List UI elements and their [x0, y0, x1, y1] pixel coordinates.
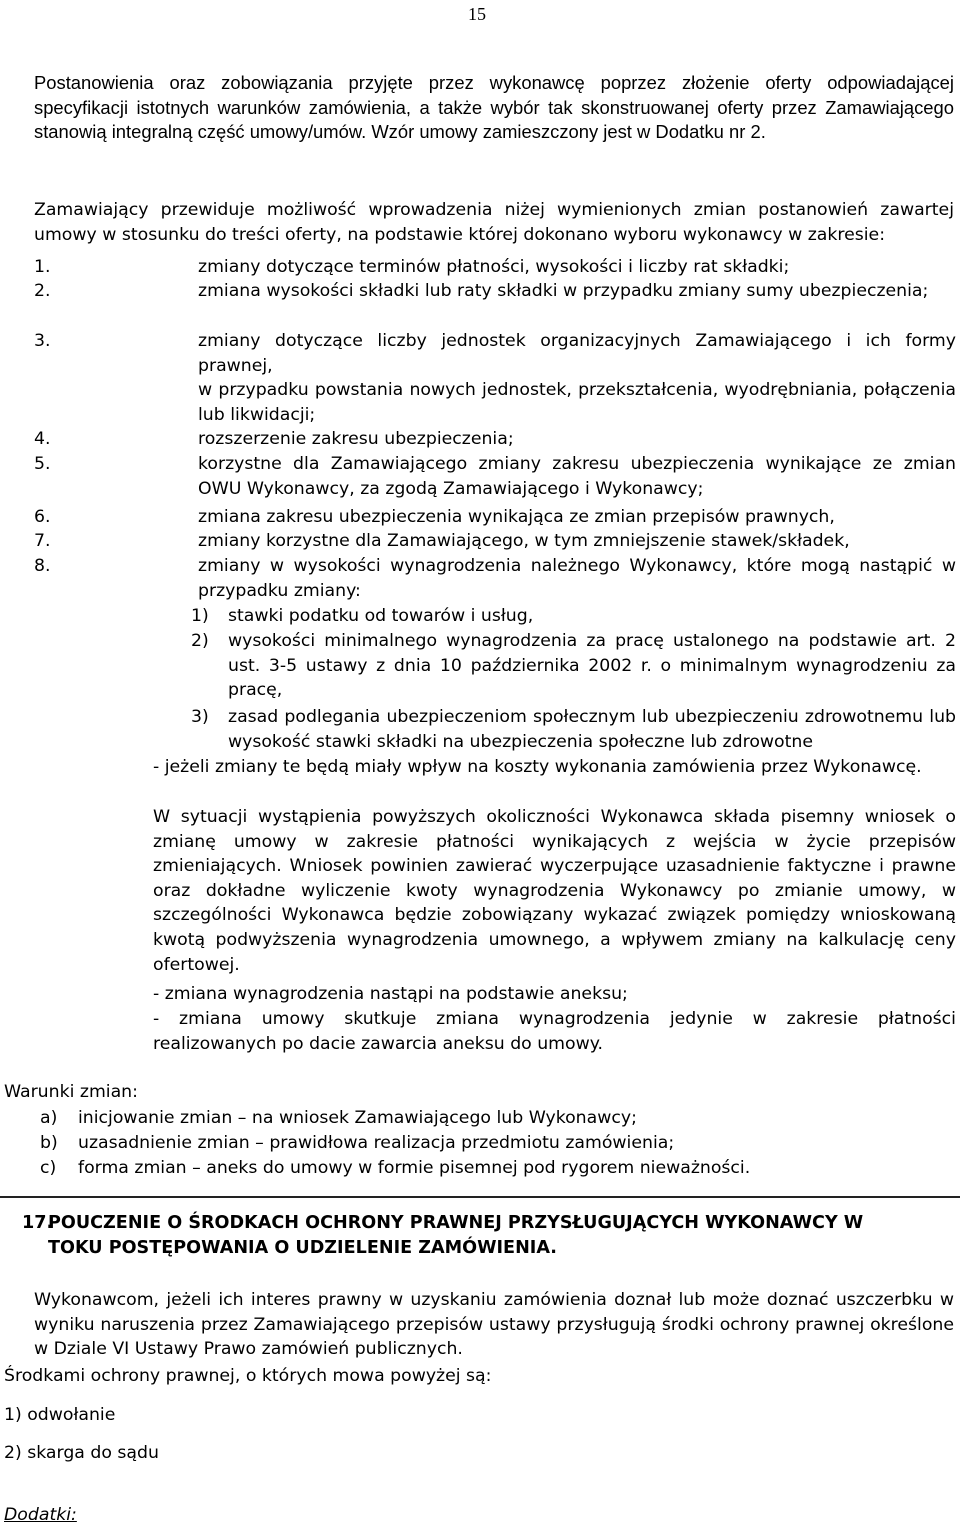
continuation-paragraph: - jeżeli zmiany te będą miały wpływ na koszty wykonania zamówienia przez Wykonawcę.: [153, 757, 922, 777]
item-number: 4.: [34, 429, 51, 449]
condition-item: [40, 1131, 674, 1156]
subitem-number: 2): [191, 631, 209, 651]
continuation-paragraph: W sytuacji wystąpienia powyższych okoliczności Wykonawca składa pisemny wniosek o zmianę umowy w zakresie płatności wynikających z wejścia w życie przepisów zmieniających. Wniosek powinien zawierać wyczerpujące uzasadnienie faktyczne i prawne oraz dokładne wyliczenie kwoty wynagrodzenia Wykonawcy po zmianie umowy, w szczególności Wykonawca będzie zobowiązany wykazać związek pomiędzy wnioskowaną kwotą podwyższenia wynagrodzenia umownego, a wpływem zmiany na kalkulację ceny ofertowej.: [153, 807, 956, 975]
section-title-line1: POUCZENIE O ŚRODKACH OCHRONY PRAWNEJ PRZYSŁUGUJĄCYCH WYKONAWCY W: [48, 1213, 864, 1233]
condition-item: [40, 1156, 750, 1181]
section-divider: [0, 1196, 960, 1198]
page-number: 15: [468, 4, 486, 24]
condition-text: inicjowanie zmian – na wniosek Zamawiającego lub Wykonawcy;: [78, 1108, 637, 1128]
sub-list-item: wysokości minimalnego wynagrodzenia za pracę ustalonego na podstawie art. 2 ust. 3-5 ustawy z dnia 10 października 2002 r. o minimalnym wynagrodzeniu za pracę,: [228, 631, 956, 701]
list-item: korzystne dla Zamawiającego zmiany zakresu ubezpieczenia wynikające ze zmian OWU Wykonawcy, za zgodą Zamawiającego i Wykonawcy;: [198, 454, 956, 499]
list-item-continuation: w przypadku powstania nowych jednostek, przekształcenia, wyodrębniania, połączenia lub likwidacji;: [198, 380, 956, 425]
condition-text: uzasadnienie zmian – prawidłowa realizacja przedmiotu zamówienia;: [78, 1133, 675, 1153]
list-item: zmiany w wysokości wynagrodzenia należnego Wykonawcy, które mogą nastąpić w przypadku zmiany:: [198, 556, 956, 601]
condition-text: forma zmian – aneks do umowy w formie pisemnej pod rygorem nieważności.: [78, 1158, 751, 1178]
condition-letter: a): [40, 1108, 58, 1128]
item-number: 5.: [34, 454, 51, 474]
item-number: 7.: [34, 531, 51, 551]
section-heading: [22, 1211, 957, 1260]
continuation-paragraph: - zmiana umowy skutkuje zmiana wynagrodzenia jedynie w zakresie płatności realizowanych po dacie zawarcia aneksu do umowy.: [153, 1009, 956, 1054]
section-title-line2: TOKU POSTĘPOWANIA O UDZIELENIE ZAMÓWIENIA.: [48, 1237, 557, 1258]
section-number: 17.: [22, 1213, 54, 1233]
condition-letter: c): [40, 1158, 57, 1178]
item-number: 6.: [34, 507, 51, 527]
conditions-label: Warunki zmian:: [4, 1082, 138, 1102]
item-number: 8.: [34, 556, 51, 576]
condition-item: [40, 1106, 637, 1131]
remedies-label: Środkami ochrony prawnej, o których mowa powyżej są:: [4, 1366, 492, 1386]
item-number: 3.: [34, 331, 51, 351]
condition-letter: b): [40, 1133, 58, 1153]
remedy-item: 1) odwołanie: [4, 1405, 116, 1425]
appendices-label: Dodatki:: [4, 1505, 77, 1525]
legal-remedies-paragraph: Wykonawcom, jeżeli ich interes prawny w uzyskaniu zamówienia doznał lub może doznać uszczerbku w wyniku naruszenia przez Zamawiającego przepisów ustawy przysługują środki ochrony prawnej określone w Dziale VI Ustawy Prawo zamówień publicznych.: [34, 1290, 954, 1360]
changes-intro-paragraph: Zamawiający przewiduje możliwość wprowadzenia niżej wymienionych zmian postanowień zawartej umowy w stosunku do treści oferty, na podstawie której dokonano wyboru wykonawcy w zakresie:: [34, 200, 954, 245]
list-item: zmiany korzystne dla Zamawiającego, w tym zmniejszenie stawek/składek,: [198, 531, 850, 551]
item-number: 1.: [34, 257, 51, 277]
continuation-paragraph: - zmiana wynagrodzenia nastąpi na podstawie aneksu;: [153, 984, 628, 1004]
list-item: zmiany dotyczące terminów płatności, wysokości i liczby rat składki;: [198, 257, 790, 277]
sub-list-item: stawki podatku od towarów i usług,: [228, 606, 534, 626]
intro-paragraph: Postanowienia oraz zobowiązania przyjęte przez wykonawcę poprzez złożenie oferty odpowiadającej specyfikacji istotnych warunków zamówienia, a także wybór tak skonstruowanej oferty przez Zamawiającego stanowią integralną część umowy/umów. Wzór umowy zamieszczony jest w Dodatku nr 2.: [34, 72, 954, 142]
list-item: zmiany dotyczące liczby jednostek organizacyjnych Zamawiającego i ich formy prawnej,: [198, 331, 956, 376]
subitem-number: 3): [191, 707, 209, 727]
sub-list-item: zasad podlegania ubezpieczeniom społecznym lub ubezpieczeniu zdrowotnemu lub wysokość stawki składki na ubezpieczenia społeczne lub zdrowotne: [228, 707, 956, 752]
list-item: rozszerzenie zakresu ubezpieczenia;: [198, 429, 514, 449]
list-item: zmiana wysokości składki lub raty składki w przypadku zmiany sumy ubezpieczenia;: [198, 281, 929, 301]
item-number: 2.: [34, 281, 51, 301]
remedy-item: 2) skarga do sądu: [4, 1443, 159, 1463]
list-item: zmiana zakresu ubezpieczenia wynikająca ze zmian przepisów prawnych,: [198, 507, 835, 527]
subitem-number: 1): [191, 606, 209, 626]
